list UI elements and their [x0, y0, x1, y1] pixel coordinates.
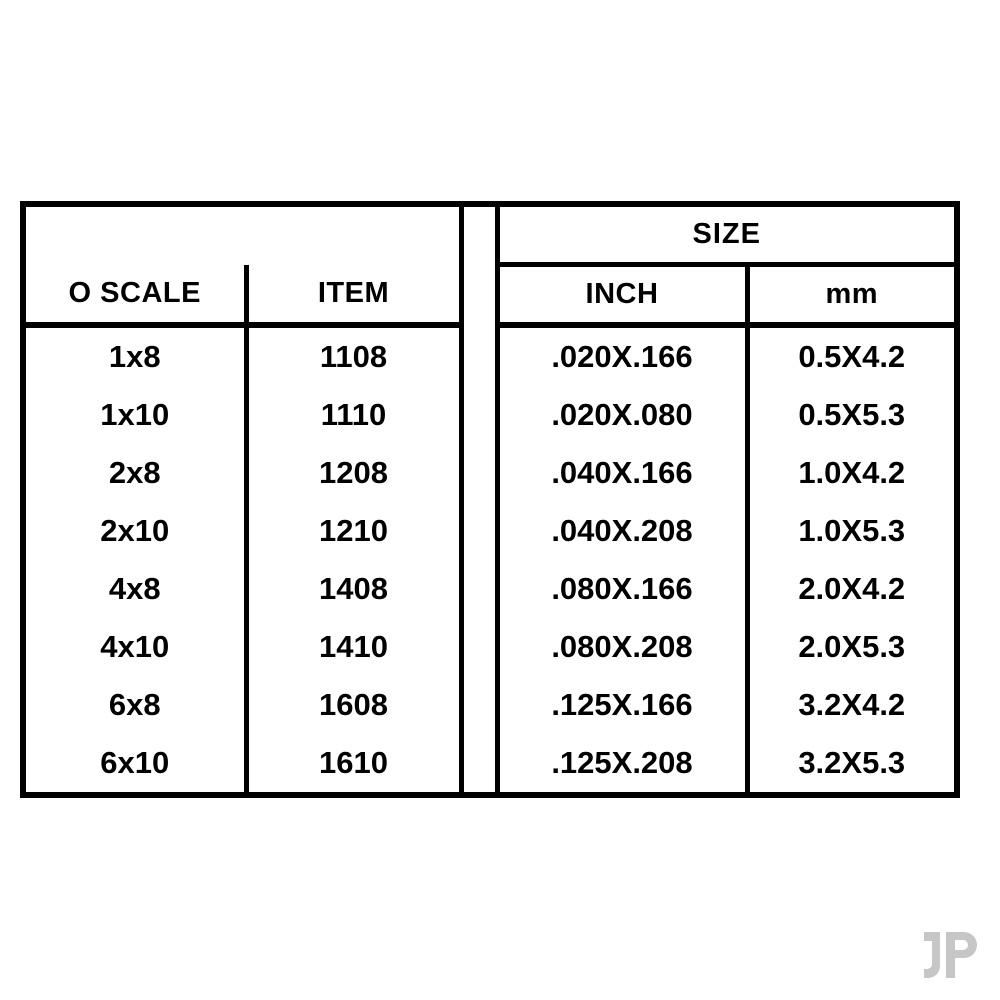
cell-inch: .125X.166 [497, 676, 747, 734]
cell-o-scale: 6x10 [26, 734, 246, 792]
table-row [26, 618, 954, 676]
column-header-mm: mm [747, 265, 954, 326]
cell-inch: .125X.208 [497, 734, 747, 792]
cell-item: 1410 [246, 618, 461, 676]
cell-mm: 3.2X4.2 [747, 676, 954, 734]
cell-gap [461, 325, 497, 386]
table-header-top-row [26, 207, 954, 265]
table-row [26, 502, 954, 560]
cell-item: 1108 [246, 325, 461, 386]
spec-table [26, 207, 954, 792]
cell-mm: 0.5X4.2 [747, 325, 954, 386]
column-header-o-scale: O SCALE [26, 265, 246, 326]
cell-o-scale: 1x8 [26, 325, 246, 386]
cell-item: 1110 [246, 386, 461, 444]
cell-mm: 2.0X5.3 [747, 618, 954, 676]
cell-o-scale: 6x8 [26, 676, 246, 734]
cell-item: 1608 [246, 676, 461, 734]
cell-mm: 2.0X4.2 [747, 560, 954, 618]
cell-mm: 0.5X5.3 [747, 386, 954, 444]
header-gap-cell [461, 207, 497, 265]
column-header-inch: INCH [497, 265, 747, 326]
cell-o-scale: 2x8 [26, 444, 246, 502]
cell-inch: .020X.166 [497, 325, 747, 386]
table-row [26, 386, 954, 444]
cell-gap [461, 386, 497, 444]
cell-inch: .020X.080 [497, 386, 747, 444]
cell-inch: .040X.208 [497, 502, 747, 560]
cell-item: 1210 [246, 502, 461, 560]
cell-inch: .080X.208 [497, 618, 747, 676]
cell-mm: 3.2X5.3 [747, 734, 954, 792]
cell-gap [461, 676, 497, 734]
cell-mm: 1.0X5.3 [747, 502, 954, 560]
cell-gap [461, 502, 497, 560]
table-row [26, 676, 954, 734]
table-row [26, 325, 954, 386]
cell-o-scale: 4x10 [26, 618, 246, 676]
cell-item: 1208 [246, 444, 461, 502]
cell-mm: 1.0X4.2 [747, 444, 954, 502]
jp-watermark-logo [920, 928, 982, 986]
cell-gap [461, 734, 497, 792]
table-row [26, 734, 954, 792]
cell-item: 1610 [246, 734, 461, 792]
cell-o-scale: 1x10 [26, 386, 246, 444]
column-header-gap-cell [461, 265, 497, 326]
cell-item: 1408 [246, 560, 461, 618]
table-column-header-row [26, 265, 954, 326]
header-empty-cell [26, 207, 461, 265]
size-group-header: SIZE [497, 207, 954, 265]
cell-gap [461, 444, 497, 502]
cell-inch: .080X.166 [497, 560, 747, 618]
cell-gap [461, 618, 497, 676]
cell-inch: .040X.166 [497, 444, 747, 502]
table-row [26, 560, 954, 618]
cell-o-scale: 4x8 [26, 560, 246, 618]
table-row [26, 444, 954, 502]
spec-table-container [20, 201, 960, 798]
cell-o-scale: 2x10 [26, 502, 246, 560]
cell-gap [461, 560, 497, 618]
column-header-item: ITEM [246, 265, 461, 326]
